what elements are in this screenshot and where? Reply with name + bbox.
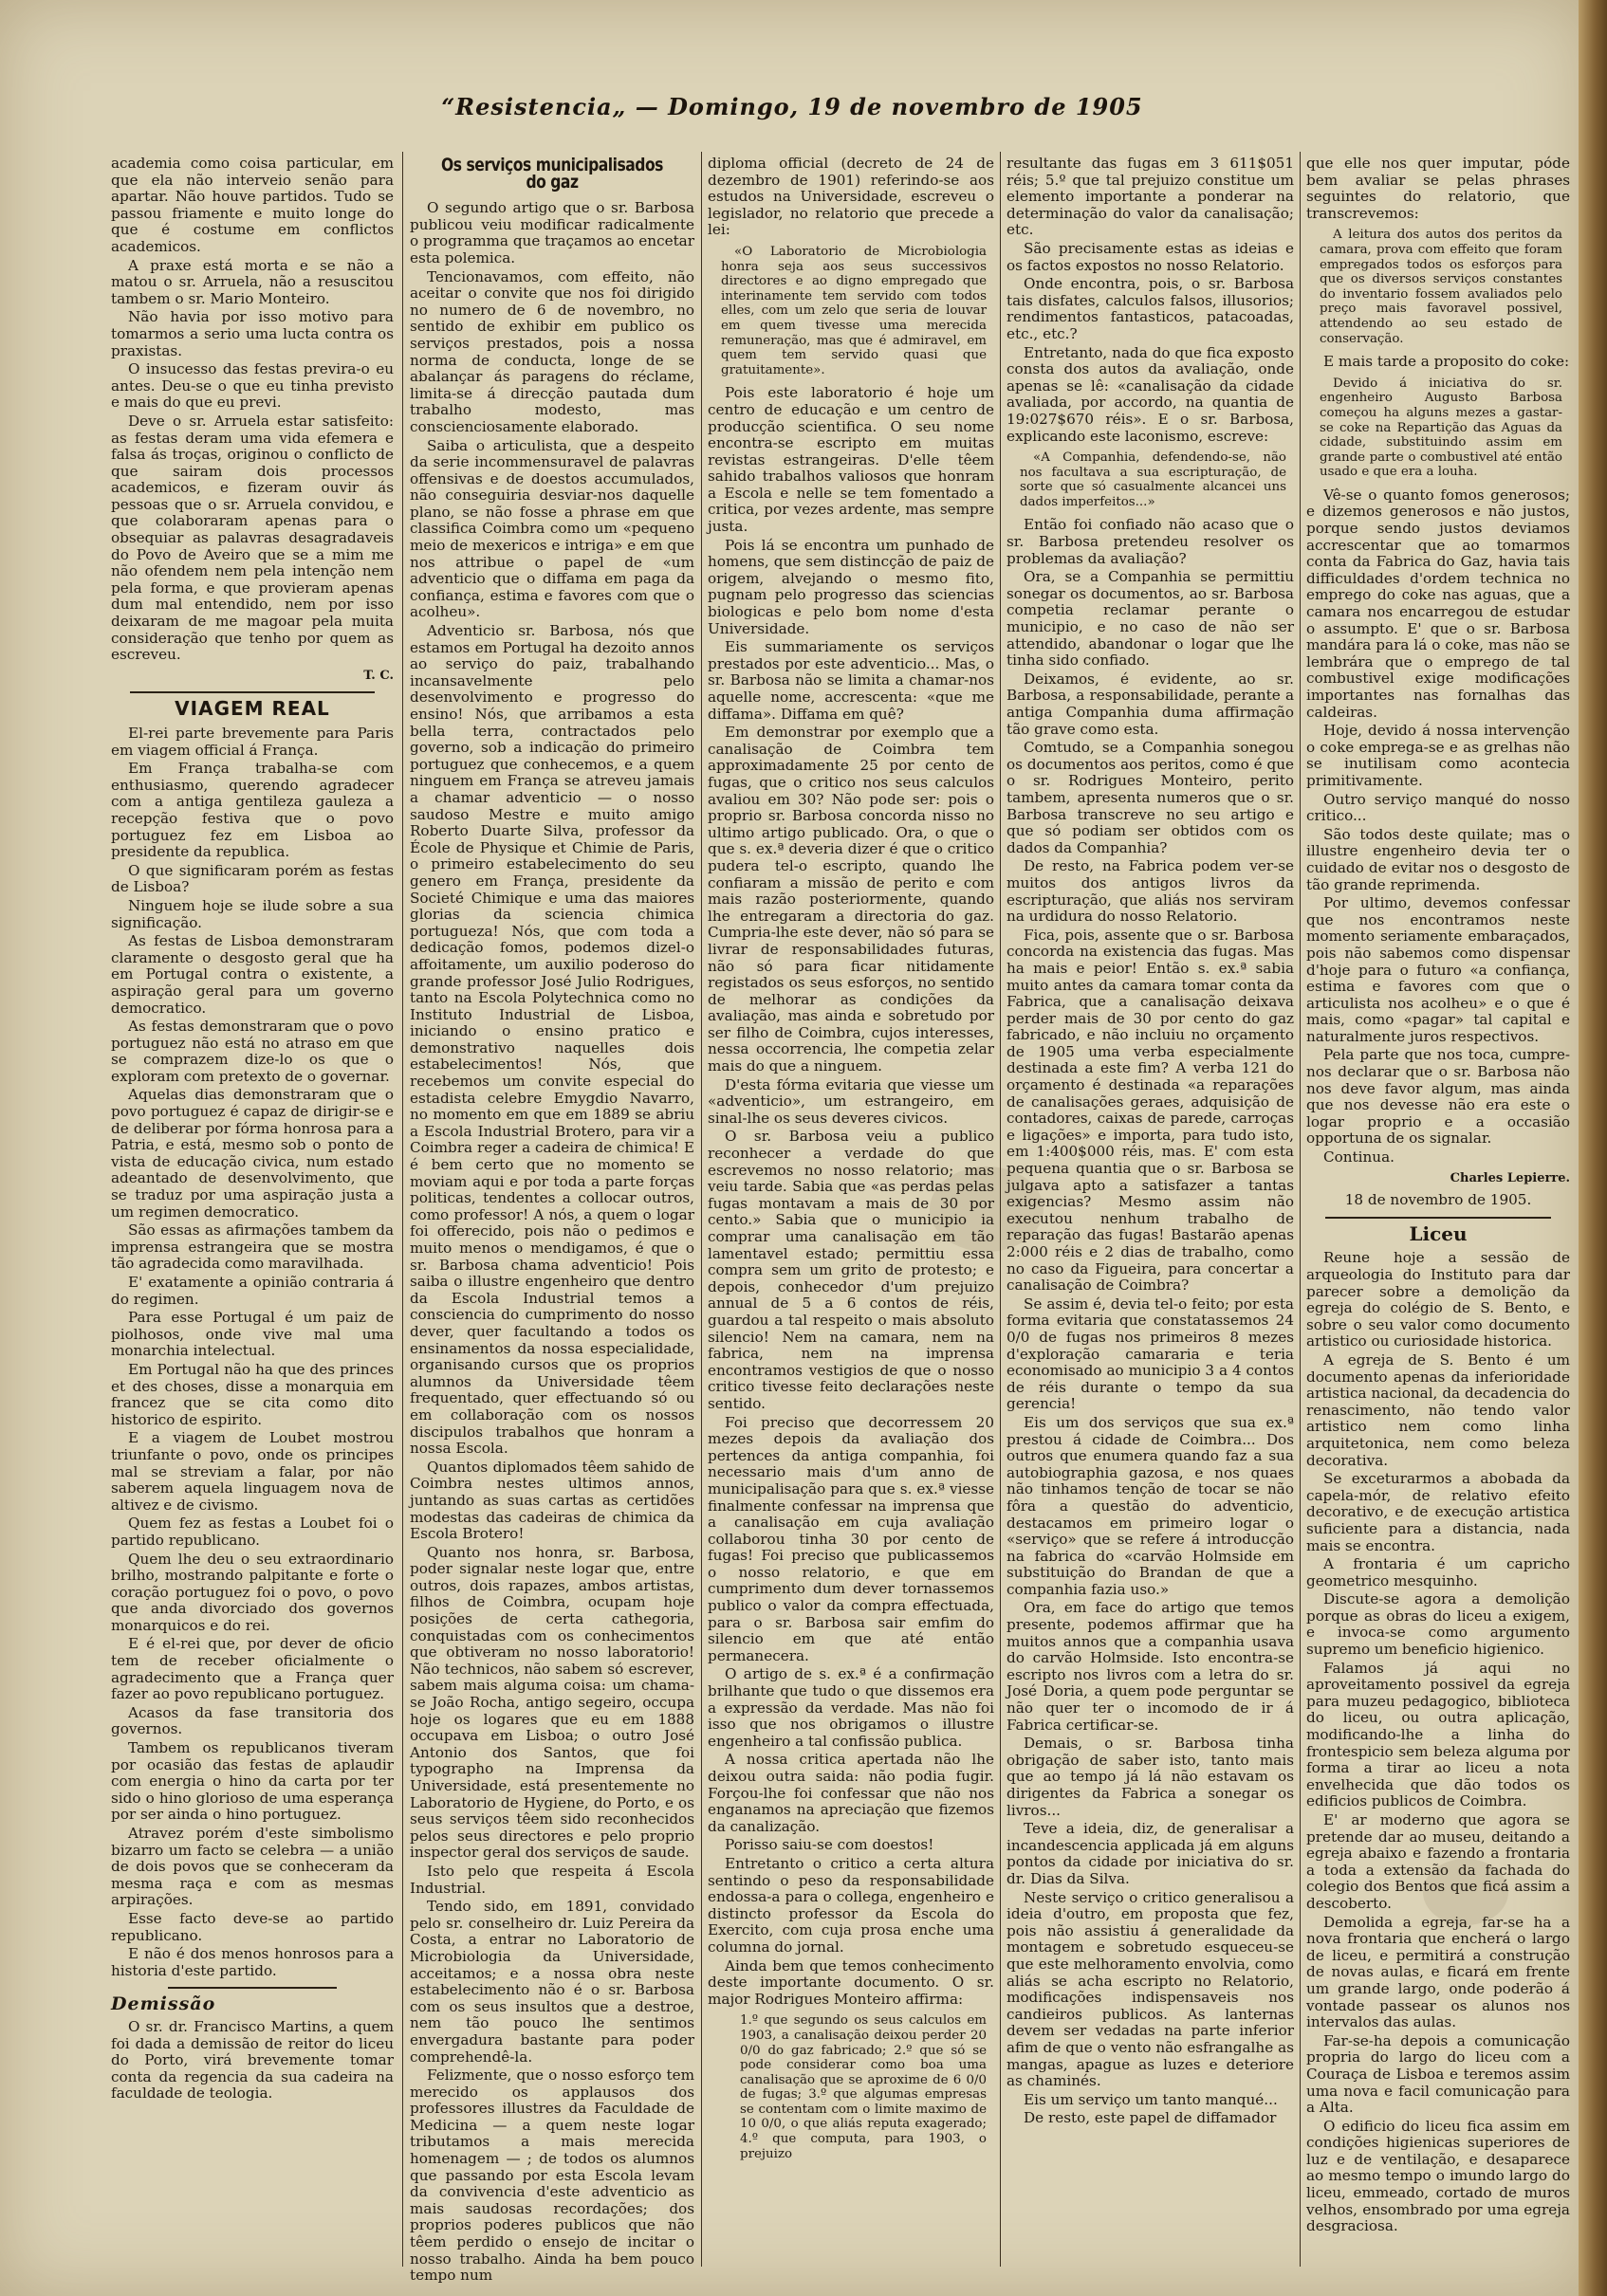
paragraph: A leitura dos autos dos peritos da camara, prova com effeito que foram empregados todos os esforços para que os diversos serviços constantes do inventario fossem avaliados pelo preço mais favoravel possivel, attendendo ao seu estado de conservação. [1320,228,1562,346]
paragraph: Devido á iniciativa do sr. engenheiro Augusto Barbosa começou ha alguns mezes a gastar-se coke na Repartição das Aguas da cidade, substituindo assim em grande parte o combustivel até então usado e que era a louha. [1320,376,1562,480]
signature: Charles Lepierre. [1450,1170,1570,1185]
paragraph: Foi preciso que decorressem 20 mezes depois da avaliação dos pertences da antiga companhia, foi necessario mais d'um anno de municipalisação para que s. ex.ª viesse finalmente confessar na imprensa que a canalisação em cuja avaliação collaborou tinha 30 por cento de fugas! Foi preciso que publicassemos o nosso relatorio, e que em cumprimento dum dever tornassemos publico o valor da compra effectuada, para o sr. Barbosa sair emfim do silencio em que até então permanecera. [708,1413,994,1664]
divider [130,691,375,693]
paragraph: Entretanto o critico a certa altura sentindo o peso da responsabilidade endossa-a para o collega, engenheiro e distincto professor da Escola do Exercito, com cuja prosa enche uma columna do jornal. [708,1854,994,1956]
article-demissao [111,2019,394,2103]
column-divider [1000,152,1001,2267]
paragraph: São precisamente estas as ideias e os factos expostos no nosso Relatorio. [1007,239,1294,274]
paragraph: Falamos já aqui no aproveitamento possivel da egreja para muzeu pedagogico, biblioteca do liceu, ou outra aplicação, modificando-lhe a linha do frontespicio sem beleza alguma por forma a tirar ao liceu a nota envelhecida que dão todos os edificios publicos de Coimbra. [1306,1659,1570,1810]
paragraph: Quem fez as festas a Loubet foi o partido republicano. [111,1515,394,1549]
paragraph: que elle nos quer imputar, póde bem avaliar se pelas phrases seguintes do relatorio, que transcrevemos: [1306,155,1570,222]
column-5 [1306,156,1570,2270]
signature: T. C. [363,668,394,683]
article-viagem-real [111,726,394,1979]
article-liceu [1306,1250,1570,2234]
column-2 [410,155,694,2285]
paragraph: Em França trabalha-se com enthusiasmo, querendo agradecer com a antiga gentileza gauleza a recepção festiva que o povo portuguez fez em Lisboa ao presidente da republica. [111,760,394,861]
paragraph: Então foi confiado não acaso que o sr. Barbosa pretendeu resolver os problemas da avaliação? [1007,516,1294,567]
quotation [721,245,987,377]
paragraph: E mais tarde a proposito do coke: [1323,353,1570,371]
article-text [1306,487,1570,1166]
paragraph: Esse facto deve-se ao partido republicano. [111,1909,394,1944]
paragraph: São todos deste quilate; mas o illustre engenheiro devia ter o cuidado de evitar nos o desgosto de tão grande reprimenda. [1306,825,1570,893]
paragraph: «A Companhia, defendendo-se, não nos facultava a sua escripturação, de sorte que só casualmente alcancei uns dados imperfeitos...» [1020,450,1286,509]
paragraph: Saiba o articulista, que a despeito da serie incommensuravel de palavras offensivas e de doestos accumulados, não conseguiria desviar-nos daquelle plano, se não fosse a phrase em que classifica Coimbra como um «pequeno meio de mexericos e intriga» e em que nos attribue o papel de «um adventicio que o diffama em paga da confiança, estima e favores com que o acolheu». [410,436,694,621]
article-text [708,156,994,239]
paragraph: Por ultimo, devemos confessar que nos encontramos neste momento seriamente embaraçados, pois não sabemos como dispensar d'hoje para o futuro «a confiança, estima e favores com que o articulista nos acolheu» e o que é mais, como «pagar» tal capital e naturalmente juros respectivos. [1306,894,1570,1045]
paragraph: O insucesso das festas previra-o eu antes. Deu-se o que eu tinha previsto e mais do que eu previ. [111,360,394,412]
headline-servicos-gaz: Os serviços municipalisados do gaz [441,155,663,193]
paragraph: Outro serviço manqué do nosso critico... [1306,790,1570,825]
paragraph: Em Portugal não ha que des princes et des choses, disse a monarquia em francez que se cita como dito historico de espirito. [111,1360,394,1428]
paragraph: Continua. [1323,1148,1395,1166]
column-divider [701,152,702,2267]
paragraph: A frontaria é um capricho geometrico mesquinho. [1306,1555,1570,1589]
paragraph: O artigo de s. ex.ª é a confirmação brilhante que tudo o que dissemos era a expressão da verdade. Mas não foi isso que nos obrigamos o illustre engenheiro a tal confissão publica. [708,1665,994,1750]
column-1 [111,156,394,2270]
paragraph: O edificio do liceu fica assim em condições higienicas superiores de luz e de ventilação, e desaparece ao mesmo tempo o imundo largo do liceu, emmeado, cortado de muros velhos, ensombrado por uma egreja desgraciosa. [1306,2117,1570,2235]
paragraph: Pois este laboratorio é hoje um centro de educação e um centro de producção scientifica. O seu nome encontra-se escripto em muitas revistas estrangeiras. D'elle têem sahido trabalhos valiosos que honram a Escola e nelle se tem fomentado a critica, por vezes ardente, mas sempre justa. [708,384,994,536]
headline-viagem-real: VIAGEM REAL [175,697,330,721]
paragraph: E' ar moderno que agora se pretende dar ao museu, deitando a egreja abaixo e fazendo a frontaria a toda a extensão da fachada do colegio dos Bentos que ficá assim a descoberto. [1306,1811,1570,1912]
page-edge [1579,0,1607,2296]
column-divider [1300,152,1301,2267]
column-divider [402,152,403,2267]
paragraph: academia como coisa particular, em que ela não interveio senão para apartar. Não houve partidos. Tudo se passou friamente e muito longe do que é costume em conflictos academicos. [111,155,394,255]
paragraph: De resto, na Fabrica podem ver-se muitos dos antigos livros da escripturação, que aliás nos serviram na urdidura do nosso Relatorio. [1007,857,1294,926]
paragraph: Tencionavamos, com effeito, não aceitar o convite que nos foi dirigido no numero de 6 de novembro, no sentido de exhibir em publico os serviços prestados, pois a nossa norma de conducta, longe de se abalançar ás paragens do réclame, limita-se á direcção pautada dum trabalho modesto, mas conscienciosamente elaborado. [410,267,694,435]
paragraph: Se exceturarmos a abobada da capela-mór, de relativo efeito decorativo, e de execução artistica suficiente para a distancia, nada mais se encontra. [1306,1470,1570,1554]
paragraph: Tambem os republicanos tiveram por ocasião das festas de aplaudir com energia o hino da carta por ter sido o hino glorioso de uma esperança por ser ainda o hino portuguez. [111,1739,394,1824]
paragraph: Eis um dos serviços que sua ex.ª prestou á cidade de Coimbra... Dos outros que enumera quando faz a sua autobiographia gazosa, e nos quaes não tinhamos tenção de tocar se não fôra a questão do adventicio, destacamos em primeiro logar o «serviço» que se refere á introducção na fabrica do «carvão Holmside em substituição do Brandan de que a companhia fazia uso.» [1007,1413,1294,1598]
paragraph: E' exatamente a opinião contraria á do regimen. [111,1274,394,1308]
paragraph: E não é dos menos honrosos para a historia d'este partido. [111,1945,394,1979]
article-servicos-gaz [410,200,694,2285]
paragraph: Acasos da fase transitoria dos governos. [111,1703,394,1738]
paragraph: Teve a ideia, diz, de generalisar a incandescencia applicada já em alguns pontos da cidade por iniciativa do sr. dr. Dias da Silva. [1007,1820,1294,1887]
paragraph: Demais, o sr. Barbosa tinha obrigação de saber isto, tanto mais que ao tempo já lá não estavam os dirigentes da Fabrica a sonegar os livros... [1007,1735,1294,1819]
paragraph: As festas demonstraram que o povo portuguez não está no atraso em que se comprazem dize-lo os que o exploram com pretexto de o governar. [111,1018,394,1085]
paragraph: Neste serviço o critico generalisou a ideia d'outro, em proposta que fez, pois não assistiu á generalidade da montagem e sobretudo esqueceu-se que este melhoramento envolvia, como aliás se acha escripto no Relatorio, modificações indispensaveis nos candieiros publicos. As lanternas devem ser vedadas na parte inferior afim de que o vento não esfrangalhe as mangas, apague as luzes e deteriore as chaminés. [1007,1888,1294,2090]
column-3 [708,156,994,2270]
paragraph: Adventicio sr. Barbosa, nós que estamos em Portugal ha dezoito annos ao serviço do paiz, trabalhando incansavelmente pelo desenvolvimento e progresso do ensino! Nós, que arribamos a esta bella terra, contractados pelo governo, sob a indicação do primeiro portuguez que conhecemos, e a quem ninguem em França se atreveu jamais a chamar adventicio — o nosso saudoso Mestre e muito amigo Roberto Duarte Silva, professor da École de Physique et Chimie de Paris, o primeiro estabelecimento do seu genero em França, presidente da Societé Chimique e uma das maiores glorias da sciencia chimica portugueza! Nós, que com toda a dedicação fomos, podemos dizel-o affoitamente, um auxilio poderoso do grande professor José Julio Rodrigues, tanto na Escola Polytechnica como no Instituto Industrial de Lisboa, iniciando o ensino pratico e demonstrativo naquelles dois estabelecimentos! Nós, que recebemos um convite especial do estadista celebre Emygdio Navarro, no momento em que em 1889 se abriu a Escola Industrial Brotero, para vir a Coimbra reger a cadeira de chimica! E é bem certo que no momento se moviam aqui e por toda a parte forças politicas, tendentes a collocar outros, como professor! A nós, a quem o logar foi offerecido, pois não o pedimos e muito menos o mendigamos, é que o sr. Barbosa chama adventicio! Pois saiba o illustre engenheiro que dentro da Escola Industrial temos a consciencia do cumprimento do nosso dever, quer facultando a todos os ensinamentos da nossa especialidade, organisando cursos que os proprios alumnos da Universidade têem frequentado, quer effectuando só ou em collaboração com os nossos discipulos trabalhos que honram a nossa Escola. [410,622,694,1458]
paragraph: diploma official (decreto de 24 de dezembro de 1901) referindo-se aos estudos na Universidade, escreveu o legislador, no relatorio que precede a lei: [708,155,994,239]
paragraph: O segundo artigo que o sr. Barbosa publicou veiu modificar radicalmente o programma que traçamos ao encetar esta polemica. [410,199,694,266]
article-text [708,385,994,2008]
paragraph: Se assim é, devia tel-o feito; por esta forma evitaria que constatassemos 24 0/0 de fugas nos primeiros 8 mezes d'exploração camararia e teria economisado ao municipio 3 a 4 contos de réis durante o tempo da sua gerencia! [1007,1295,1294,1413]
paragraph: Isto pelo que respeita á Escola Industrial. [410,1862,694,1897]
paragraph: Ninguem hoje se ilude sobre a sua significação. [111,896,394,931]
paragraph: Ora, se a Companhia se permittiu sonegar os documentos, ao sr. Barbosa competia reclamar perante o municipio, e no caso de não ser attendido, abandonar o logar que lhe tinha sido confiado. [1007,568,1294,670]
article-text [1007,517,1294,2126]
paragraph: Aquelas dias demonstraram que o povo portuguez é capaz de dirigir-se e de deliberar por fórma honrosa para a Patria, e está, mesmo sob o ponto de vista de educação civica, num estado adeantado de desenvolvimento, que se traduz por uma aspiração justa a um regimen democratico. [111,1086,394,1221]
paragraph: O sr. dr. Francisco Martins, a quem foi dada a demissão de reitor do liceu do Porto, virá brevemente tomar conta da regencia da sua cadeira na faculdade de teologia. [111,2017,394,2103]
paragraph: E é el-rei que, por dever de oficio tem de receber oficialmente o agradecimento que a França quer fazer ao povo republicano portuguez. [111,1635,394,1703]
paragraph: Ainda bem que temos conhecimento deste importante documento. O sr. major Rodrigues Monteiro affirma: [708,1956,994,2008]
paragraph: Vê-se o quanto fomos generosos; e dizemos generosos e não justos, porque sendo justos deviamos accrescentar que ao tomarmos conta da Fabrica do Gaz, havia tais difficuldades d'ordem technica no emprego do coke nas aguas, que a camara nos encarregou de estudar o assumpto. E' que o sr. Barbosa mandára para lá o coke, mas não se lembrára que o emprego de tal combustivel exige modificações importantes nas fornalhas das caldeiras. [1306,486,1570,721]
paragraph: Pela parte que nos toca, cumpre-nos declarar que o sr. Barbosa não nos deve favor algum, mas ainda que nos devesse não era este o logar proprio e a occasião opportuna de os signalar. [1306,1046,1570,1148]
paragraph: Ora, em face do artigo que temos presente, podemos affirmar que ha muitos annos que a companhia usava do carvão Holmside. Isto encontra-se escripto nos livros com a letra do sr. José Doria, a quem pode perguntar se não quer ter o incomodo de ir á Fabrica certificar-se. [1007,1599,1294,1734]
divider [1325,1217,1551,1219]
paragraph: Para esse Portugal é um paiz de piolhosos, onde vive mal uma monarchia intelectual. [111,1309,394,1360]
quotation [1020,450,1286,509]
paragraph: O que significaram porém as festas de Lisboa? [111,861,394,896]
paragraph: Hoje, devido á nossa intervenção o coke emprega-se e as grelhas não se inutilisam como acontecia primitivamente. [1306,722,1570,789]
paragraph: De resto, este papel de diffamador [1024,2109,1277,2127]
paragraph: El-rei parte brevemente para Paris em viagem official á França. [111,725,394,759]
paragraph: Comtudo, se a Companhia sonegou os documentos aos peritos, como é que o sr. Rodrigues Monteiro, perito tambem, apresenta numeros que o sr. Barbosa transcreve no seu artigo e que só podiam ser obtidos com os dados da Companhia? [1007,739,1294,856]
divider [168,1987,337,1989]
paragraph: Onde encontra, pois, o sr. Barbosa tais disfates, calculos falsos, illusorios; rendimentos fantasticos, patacoadas, etc., etc.? [1007,275,1294,342]
paragraph: Quantos diplomados têem sahido de Coimbra nestes ultimos annos, juntando as suas cartas as certidões modestas das cadeiras de chimica da Escola Brotero! [410,1458,694,1543]
article-text [1007,156,1294,445]
article-text [1306,354,1570,371]
paragraph: Discute-se agora a demolição porque as obras do liceu a exigem, e invoca-se como argumento supremo um beneficio higienico. [1306,1590,1570,1659]
article-continuation [111,156,394,664]
paragraph: Pois lá se encontra um punhado de homens, que sem distincção de paiz de origem, alvejando o mesmo fito, pugnam pelo progresso das sciencias biologicas e pelo bom nome d'esta Universidade. [708,536,994,637]
numbered-list [721,2013,987,2161]
paragraph: A praxe está morta e se não a matou o sr. Arruela, não a resuscitou tambem o sr. Mario Monteiro. [111,256,394,307]
paragraph: Quanto nos honra, sr. Barbosa, poder signalar neste logar que, entre outros, dois rapazes, ambos artistas, filhos de Coimbra, ocupam hoje posições de certa cathegoria, conquistadas com os conhecimentos que obtiveram no nosso laboratorio! Não technicos, não sabem só escrever, sabem mais alguma coisa: um chama-se João Rocha, antigo segeiro, occupa hoje os logares que eu em 1888 occupava em Lisboa; o outro José Antonio dos Santos, que foi typographo na Imprensa da Universidade, está presentemente no Laboratorio de Hygiene, do Porto, e os seus serviços têem sido reconhecidos pelos seus directores e pelo proprio inspector geral dos serviços de saude. [410,1543,694,1862]
paragraph: Entretanto, nada do que fica exposto consta dos autos da avaliação, onde apenas se lê: «canalisação da cidade avaliada, por accordo, na quantia de 19:027$670 réis». E o sr. Barbosa, explicando este laconismo, escreve: [1007,343,1294,445]
paragraph: Deixamos, é evidente, ao sr. Barbosa, a responsabilidade, perante a antiga Companhia duma affirmação tão grave como esta. [1007,670,1294,738]
headline-liceu: Liceu [1409,1221,1468,1245]
paragraph: A egreja de S. Bento é um documento apenas da inferioridade artistica nacional, da decadencia do renascimento, não tendo valor artistico nem como linha arquitetonica, nem como beleza decorativa. [1306,1350,1570,1469]
paragraph: Em demonstrar por exemplo que a canalisação de Coimbra tem approximadamente 25 por cento de fugas, que o critico nos seus calculos avaliou em 30? Não pode ser: pois o proprio sr. Barbosa concorda nisso no ultimo artigo publicado. Ora, o que o que s. ex.ª deveria dizer é que o critico pudera tel-o escripto, quando lhe confiaram a missão de perito e com mais razão posteriormente, quando lhe entregaram a directoria do gaz. Cumpria-lhe este dever, não só para se livrar de responsabilidades futuras, não só para ficar nitidamente registados os seus esforços, no sentido de melhorar as condições da avaliação, mas ainda e sobretudo por ser filho de Coimbra, cujos interesses, nessa occorrencia, lhe competia zelar mais do que a ninguem. [708,724,994,1075]
paragraph: Far-se-ha depois a comunicação propria do largo do liceu com a Couraça de Lisboa e teremos assim uma nova e facil comunicação para a Alta. [1306,2031,1570,2117]
paragraph: As festas de Lisboa demonstraram claramente o desgosto geral que ha em Portugal contra o existente, a aspiração geral para um governo democratico. [111,932,394,1017]
article-text [1306,156,1570,222]
paragraph: O sr. Barbosa veiu a publico reconhecer a verdade do que escrevemos no nosso relatorio; mas veiu tarde. Sabia que «as perdas pelas fugas montavam a mais de 30 por cento.» Sabia que o municipio ia comprar uma canalisação em tão lamentavel estado; permittiu essa compra sem um grito de protesto; e depois, conhecedor d'um prejuizo annual de 5 a 6 contos de réis, guardou a tal respeito o mais absoluto silencio! Nem na camara, nem na fabrica, nem na imprensa encontramos vestigios de que o nosso critico tivesse feito declarações neste sentido. [708,1128,994,1412]
paragraph: 1.º que segundo os seus calculos em 1903, a canalisação deixou perder 20 0/0 do gaz fabricado; 2.º que só se pode considerar como boa uma canalisação que se aproxime de 6 0/0 de fugas; 3.º que algumas empresas se contentam com o limite maximo de 10 0/0, o que aliás reputa exagerado; 4.º que computa, para 1903, o prejuizo [740,2013,987,2161]
paragraph: Quem lhe deu o seu extraordinario brilho, mostrando palpitante e forte o coração portuguez foi o povo, o povo que anda divorciado dos governos monarquicos e do rei. [111,1550,394,1634]
quotation [1320,228,1562,346]
paragraph: E a viagem de Loubet mostrou triunfante o povo, onde os principes mal se streviam a falar, por não saberem aquela linguagem nova de altivez e de civismo. [111,1429,394,1514]
paragraph: Não havia por isso motivo para tomarmos a serio uma lucta contra os praxistas. [111,308,394,359]
paragraph: Eis summariamente os serviços prestados por este adventicio... Mas, o sr. Barbosa não se limita a chamar-nos aquelle nome, accrescenta: «que me diffama». Diffama em quê? [708,638,994,723]
paragraph: A nossa critica apertada não lhe deixou outra saida: não podia fugir. Forçou-lhe foi confessar que não nos enganamos na apreciação que fizemos da canalização. [708,1751,994,1835]
paragraph: Deve o sr. Arruela estar satisfeito: as festas deram uma vida efemera e falsa ás troças, originou o conflicto de que sairam dois processos academicos, e fizeram ouvir ás pessoas que o sr. Arruela convidou, e que colaboraram apenas para o obsequiar as palavras desagradaveis do Povo de Aveiro que se a mim me não ofendem nem pela intenção nem pela forma, e que provieram apenas dum mal entendido, nem por isso deixaram de me magoar pela muita consideração que tenho por quem as escreveu. [111,412,394,664]
paragraph: São essas as afirmações tambem da imprensa estrangeira que se mostra tão agradecida como maravilhada. [111,1221,394,1273]
paragraph: Fica, pois, assente que o sr. Barbosa concorda na existencia das fugas. Mas ha mais e peior! Então s. ex.ª sabia muito antes da camara tomar conta da Fabrica, que a canalisação deixava perder mais de 30 por cento do gaz fabricado, e não incluiu no orçamento de 1905 uma verba especialmente destinada a este fim? A verba 121 do orçamento é destinada «a reparações de canalisações geraes, adquisição de contadores, caixas de parede, carroças e ligações» e importa, para tudo isto, em 1:400$000 réis, mas. E' com esta pequena quantia que o sr. Barbosa se julgava apto a satisfazer a tantas exigencias? Mesmo assim não executou nenhum trabalho de reparação das fugas! Bastarão apenas 2:000 réis e 2 dias de trabalho, como no caso da Figueira, para concertar a canalisação de Coimbra? [1007,926,1294,1295]
paragraph: Atravez porém d'este simbolismo bizarro um facto se celebra — a união de dois povos que se conheceram da mesma raça e com as mesmas arpirações. [111,1825,394,1909]
paragraph: Reune hoje a sessão de arqueologia do Instituto para dar parecer sobre a demolição da egreja do colégio de S. Bento, e sobre o seu valor como documento artistico ou curiosidade historica. [1306,1249,1570,1350]
quotation [1320,377,1562,480]
column-4 [1007,156,1294,2270]
masthead: “Resistencia„ — Domingo, 19 de novembro de 1905 [441,93,1143,120]
paragraph: Eis um serviço um tanto manqué... [1024,2090,1278,2108]
paragraph: D'esta fórma evitaria que viesse um «adventicio», um estrangeiro, em sinal-lhe os seus deveres civicos. [708,1075,994,1127]
paragraph: «O Laboratorio de Microbiologia honra seja aos seus successivos directores e ao digno empregado que interinamente tem servido com todos elles, com um zelo que seria de louvar em quem tivesse uma merecida remuneração, mas que é admiravel, em quem tem servido quasi que gratuitamente». [721,244,987,377]
article-date: 18 de novembro de 1905. [1344,1191,1532,1209]
paragraph: Tendo sido, em 1891, convidado pelo sr. conselheiro dr. Luiz Pereira da Costa, a entrar no Laboratorio de Microbiologia da Universidade, acceitamos; e a nossa obra neste estabelecimento não é o sr. Barbosa com os seus insultos que a destroe, nem tão pouco lhe sentimos envergadura bastante para poder comprehendê-la. [410,1898,694,2066]
paragraph: Felizmente, que o nosso esforço tem merecido os applausos dos professores illustres da Faculdade de Medicina — a quem neste logar tributamos a mais merecida homenagem — ; de todos os alumnos que passando por esta Escola levam da convivencia d'este adventicio as mais saudosas recordações; dos proprios poderes publicos que não têem perdido o ensejo de incitar o nosso trabalho. Ainda ha bem pouco tempo num [410,2066,694,2285]
paragraph: Demolida a egreja, far-se ha a nova frontaria que encherá o largo de liceu, e permitirá a construção de novas aulas, e ficará em frente um grande largo, onde poderão á vontade passear os alunos nos intervalos das aulas. [1306,1913,1570,2031]
paragraph: resultante das fugas em 3 611$051 réis; 5.º que tal prejuizo constitue um elemento importante a ponderar na determinação do valor da canalisação; etc. [1007,155,1294,239]
paragraph: Porisso saiu-se com doestos! [725,1836,934,1854]
headline-demissao: Demissão [111,1993,216,2015]
